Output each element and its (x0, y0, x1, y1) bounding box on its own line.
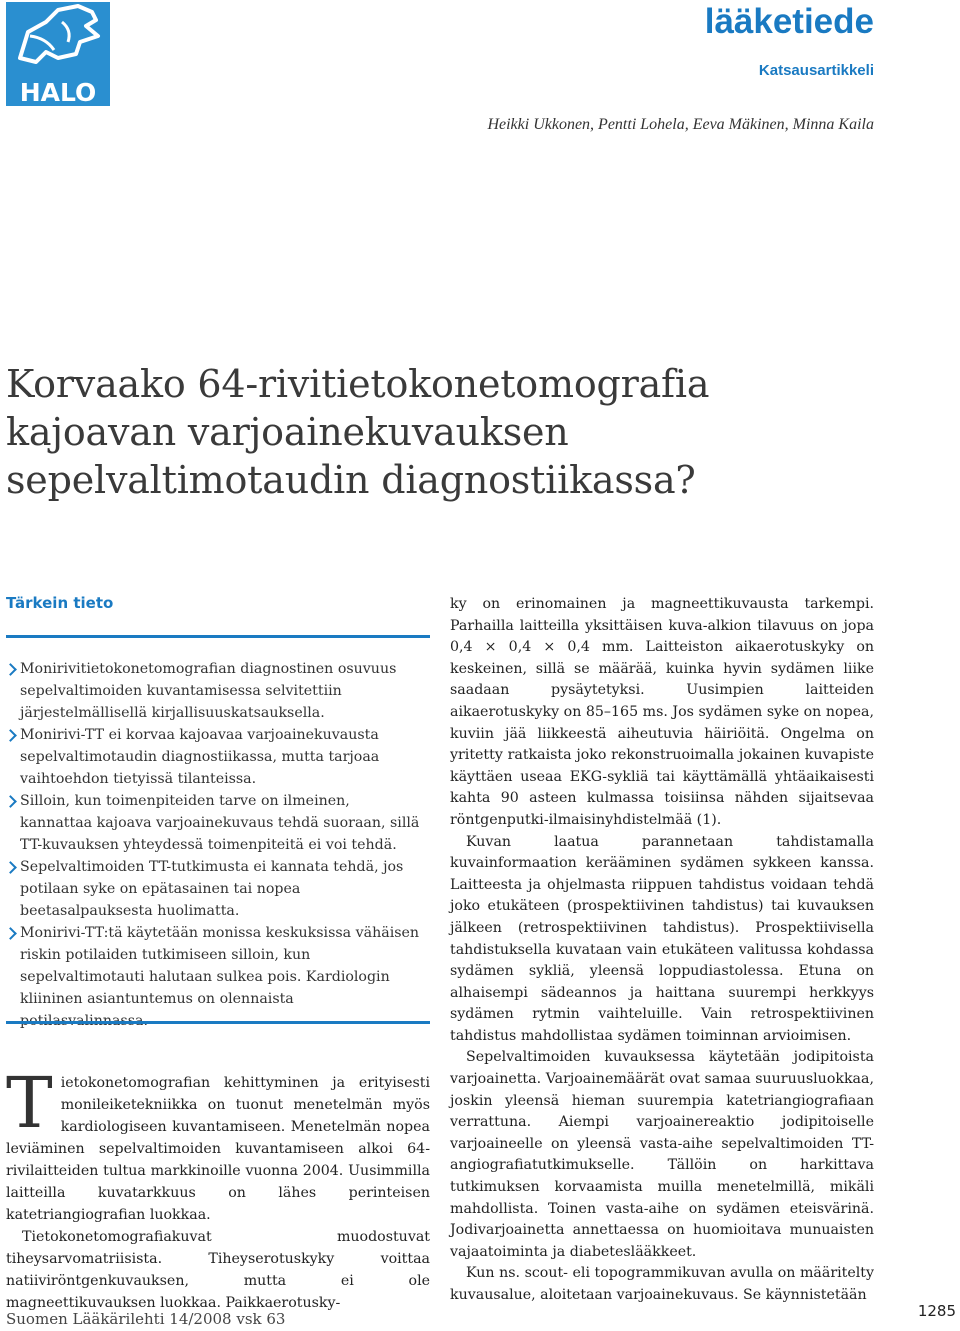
halo-logo (6, 2, 110, 106)
page-number: 1285 (917, 1302, 956, 1320)
drop-cap: T (6, 1062, 53, 1144)
article-type: Katsausartikkeli (758, 62, 874, 79)
key-point-item (6, 856, 426, 922)
body-column-left (6, 1062, 430, 1314)
chevron-right-icon (4, 861, 17, 874)
key-points-list (6, 658, 426, 1032)
key-points-bottom-rule (6, 1021, 430, 1024)
title-line: Korvaako 64-rivitietokonetomografia (6, 362, 710, 406)
body-paragraph: ky on erinomainen ja magneettikuvausta tarkempi. Parhailla laitteilla yksittäisen kuva-alkion tilavuus on jopa 0,4 × 0,4 × 0,4 mm. Laitteiston aikaerotuskyky on keskeinen, sillä se määrää, kuinka hyvin sydämen liike saadaan pysäytetyksi. Uusimpien laitteiden aikaerotuskyky on 85–165 ms. Jos sydämen syke on nopea, kuviin jää liikkeestä aiheutuvia häiriöitä. Ongelma on yritetty ratkaista joko rekonstruoimalla jokainen kuvapiste käyttäen useaa EKG-sykliä tai käyttämällä yhtäaikaisesti kahta 90 asteen kulmassa toisiinsa nähden sijaitsevaa röntgenputki-ilmaisinyhdistelmää (1). (450, 596, 874, 828)
key-points-title: Tärkein tieto (6, 594, 114, 612)
dove-outline-icon (6, 2, 110, 82)
body-column-right (450, 594, 874, 1307)
title-line: kajoavan varjoainekuvauksen (6, 410, 569, 454)
journal-citation: Suomen Lääkärilehti 14/2008 vsk 63 (6, 1310, 286, 1328)
body-paragraph: Kuvan laatua parannetaan tahdistamalla kuvainformaation kerääminen sydämen sykkeen kanssa. Laitteesta ja ohjelmasta riippuen tahdistus voidaan tehdä joko etukäteen (prospektiivinen tahdistus) tai kuvauksen jälkeen (retrospektiivinen tahdistus). Prospektiivisella tahdistuksella kuvataan vain etukäteen valitussa kohdassa sydämen sykliä, yleensä loppudiastolessa. Etuna on alhaisempi sädeannos ja haittana suurempi herkkyys sydämen rytmin vaihteluille. Vain retrospektiivinen tahdistus mahdollistaa sydämen toiminnan arvioimisen. (450, 833, 874, 1044)
body-paragraph: Tietokonetomografiakuvat muodostuvat tiheysarvomatriisista. Tiheyserotuskyky voittaa natiiviröntgenkuvauksen, mutta ei ole magneettikuvauksen luokkaa. Paikkaerotusky- (6, 1229, 430, 1311)
key-point-item (6, 658, 426, 724)
key-point-item (6, 790, 426, 856)
chevron-right-icon (4, 795, 17, 808)
key-point-item (6, 922, 426, 1032)
key-point-text: Silloin, kun toimenpiteiden tarve on ilmeinen, kannattaa kajoava varjoainekuvaus tehdä suoraan, sillä TT-kuvauksen yhteydessä toimenpiteitä ei voi tehdä. (20, 793, 420, 853)
chevron-right-icon (4, 927, 17, 940)
body-paragraph: Kun ns. scout- eli topogrammikuvan avulla on määritelty kuvausalue, aloitetaan varjoainekuvaus. Se käynnistetään (450, 1265, 874, 1303)
chevron-right-icon (4, 663, 17, 676)
key-point-text: Monirivitietokonetomografian diagnostinen osuvuus sepelvaltimoiden kuvantamisessa selvitettiin järjestelmällisellä kirjallisuuskatsauksella. (20, 661, 397, 721)
logo-text: HALO (19, 78, 97, 106)
body-paragraph (6, 1062, 430, 1226)
article-title (6, 360, 906, 504)
chevron-right-icon (4, 729, 17, 742)
key-point-item (6, 724, 426, 790)
title-line: sepelvaltimotaudin diagnostiikassa? (6, 458, 696, 502)
key-point-text: Sepelvaltimoiden TT-tutkimusta ei kannata tehdä, jos potilaan syke on epätasainen tai nopea beetasalpauksesta huolimatta. (20, 859, 404, 919)
author-list: Heikki Ukkonen, Pentti Lohela, Eeva Mäkinen, Minna Kaila (487, 116, 874, 133)
key-point-text: Monirivi-TT:tä käytetään monissa keskuksissa vähäisen riskin potilaiden tutkimiseen silloin, kun sepelvaltimotauti halutaan sulkea pois. Kardiologin kliininen asiantuntemus on olennaista (20, 925, 420, 1007)
section-label: lääketiede (704, 2, 874, 41)
key-points-top-rule (6, 635, 430, 638)
paragraph-text: ietokonetomografian kehittyminen ja erityisesti monileiketekniikka on tuonut menetelmän myös kardiologiseen kuvantamiseen. Menetelmän nopea leviäminen sepelvaltimoiden kuvantamiseen alkoi 64-rivilaitteiden tultua markkinoille vuonna 2004. Uusimmilla laitteilla kuvatarkkuus on lähes perinteisen katetriangiografian luokkaa. (6, 1075, 430, 1223)
key-point-text: Monirivi-TT ei korvaa kajoavaa varjoainekuvausta sepelvaltimotaudin diagnostiikassa, mutta tarjoaa vaihtoehdon tietyissä tilanteissa. (20, 727, 380, 787)
body-paragraph: Sepelvaltimoiden kuvauksessa käytetään jodipitoista varjoainetta. Varjoainemäärät ovat samaa suuruusluokkaa, joskin yleensä hieman suurempia katetriangiografiaan verrattuna. Aiempi varjoainereaktio jodipitoiselle varjoaineelle on yleensä vasta-aihe sepelvaltimoiden TT-angiografiatutkimukselle. Tällöin on harkittava tutkimuksen korvaamista muilla menetelmillä, mikäli mahdollista. Toinen vasta-aihe on sydämen eteisvärinä. Jodivarjoainetta annettaessa on huomioitava munuaisten vajaatoiminta ja diabeteslääkkeet. (450, 1049, 874, 1260)
